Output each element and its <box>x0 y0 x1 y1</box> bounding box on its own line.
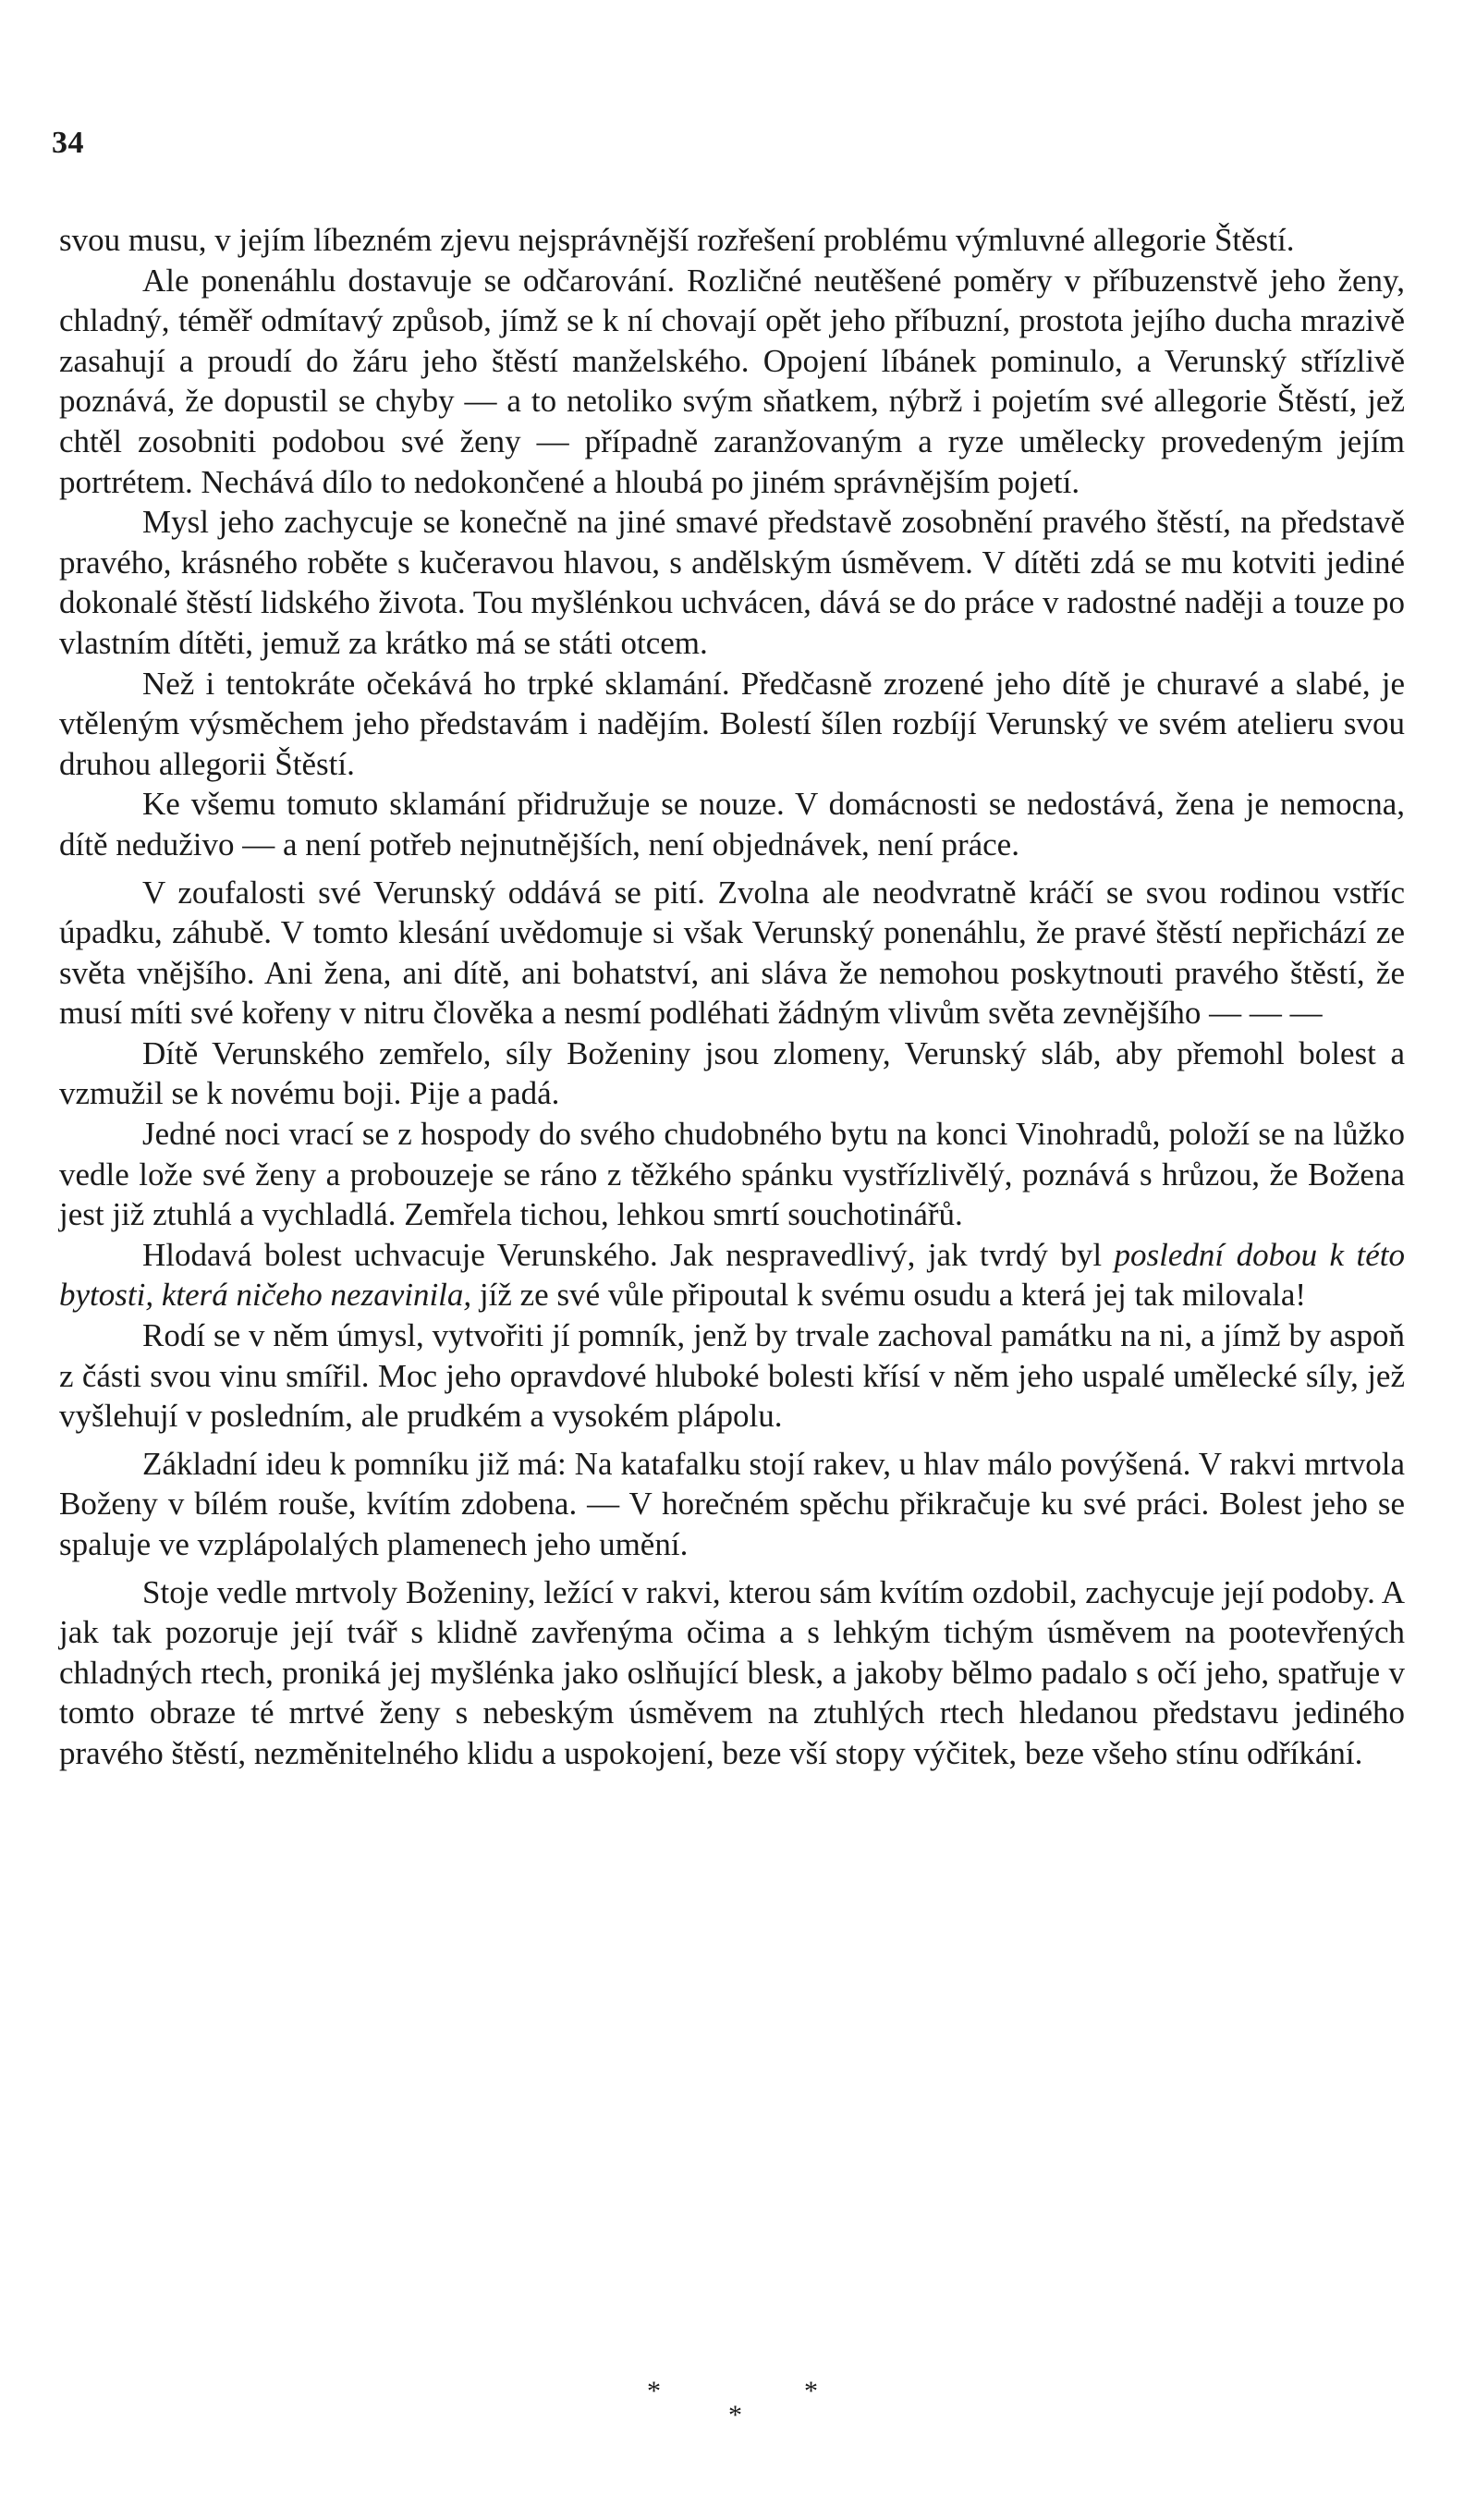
paragraph-7: Dítě Verunského zemřelo, síly Boženiny jsou zlomeny, Verunský sláb, aby přemohl bolest a vzmužil se k novému boji. Pije a padá. <box>59 1034 1405 1112</box>
paragraph-5: Ke všemu tomuto sklamání přidružuje se nouze. V domácnosti se nedostává, žena je nemocna, dítě neduživo — a není potřeb nejnutnějších, není objednávek, není práce. <box>59 786 1405 862</box>
paragraph-3: Mysl jeho zachycuje se konečně na jiné smavé představě zosobnění pravého štěstí, na představě pravého, krásného roběte s kučeravou hlavou, s andělským úsměvem. V dítěti zdá se mu kotviti jediné dokonalé štěstí lidského života. Tou myšlénkou uchvácen, dává se do práce v radostné naději a touze po vlastním dítěti, jemuž za krátko má se státi otcem. <box>59 504 1405 661</box>
paragraph-8: Jedné noci vrací se z hospody do svého chudobného bytu na konci Vinohradů, položí se na lůžko vedle lože své ženy a probouzeje se ráno z těžkého spánku vystřízlivělý, poznává s hrůzou, že Božena jest již ztuhlá a vychladlá. Zemřela tichou, lehkou smrtí souchotinářů. <box>59 1116 1405 1233</box>
paragraph-9-italic: poslední dobou k této bytosti, která ničeho nezavinila, <box>59 1236 1405 1314</box>
separator-asterisk: * <box>647 2376 661 2406</box>
paragraph-10: Rodí se v něm úmysl, vytvořiti jí pomník, jenž by trvale zachoval památku na ni, a jímž by aspoň z části svou vinu smířil. Moc jeho opravdové hluboké bolesti křísí v něm jeho uspalé umělecké síly, jež vyšlehují v posledním, ale prudkém a vysokém plápolu. <box>59 1317 1405 1435</box>
paragraph-12: Stoje vedle mrtvoly Boženiny, ležící v rakvi, kterou sám kvítím ozdobil, zachycuje její podoby. A jak tak pozoruje její tvář s klidně zavřenýma očima a s lehkým tichým úsměvem na pootevřených chladných rtech, proniká jej myšlénka jako oslňující blesk, a jakoby bělmo padalo s očí jeho, spatřuje v tomto obraze té mrtvé ženy s nebeským úsměvem na ztuhlých rtech hledanou představu jediného pravého štěstí, nezměnitelného klidu a uspokojení, beze vší stopy výčitek, beze všeho stínu odříkání. <box>59 1573 1405 1771</box>
paragraph-6: V zoufalosti své Verunský oddává se pití. Zvolna ale neodvratně kráčí se svou rodinou vstříc úpadku, záhubě. V tomto klesání uvědomuje si však Verunský ponenáhlu, že pravé štěstí nepřichází ze světa vnějšího. Ani žena, ani dítě, ani bohatství, ani sláva že nemohou poskytnouti pravého štěstí, že musí míti své kořeny v nitru člověka a nesmí podléhati žádným vlivům světa zevnějšího — — — <box>59 874 1405 1032</box>
page-body <box>59 220 1405 1774</box>
page-number: 34 <box>52 126 84 160</box>
paragraph-9-text-before: Hlodavá bolest uchvacuje Verunského. Jak nespravedlivý, jak tvrdý byl <box>142 1236 1115 1273</box>
paragraph-9-text-after: jíž ze své vůle připoutal k svému osudu a která jej tak milovala! <box>471 1277 1307 1314</box>
paragraph-1: svou musu, v jejím líbezném zjevu nejsprávnější rozřešení problému výmluvné allegorie Štěstí. <box>59 222 1295 258</box>
paragraph-9 <box>59 1235 1405 1315</box>
separator-asterisk: * <box>728 2400 742 2430</box>
separator-asterisk: * <box>804 2376 818 2406</box>
section-separator <box>592 2376 869 2450</box>
paragraph-11: Základní ideu k pomníku již má: Na katafalku stojí rakev, u hlav málo povýšená. V rakvi mrtvola Boženy v bílém rouše, kvítím zdobena. — V horečném spěchu přikračuje ku své práci. Bolest jeho se spaluje ve vzplápolalých plamenech jeho umění. <box>59 1445 1405 1562</box>
paragraph-4: Než i tentokráte očekává ho trpké sklamání. Předčasně zrozené jeho dítě je churavé a slabé, je vtěleným výsměchem jeho představám i nadějím. Bolestí šílen rozbíjí Verunský ve svém atelieru svou druhou allegorii Štěstí. <box>59 665 1405 782</box>
paragraph-2: Ale ponenáhlu dostavuje se odčarování. Rozličné neutěšené poměry v příbuzenstvě jeho ženy, chladný, téměř odmítavý způsob, jímž se k ní chovají opět jeho příbuzní, prostota jejího ducha mrazivě zasahují a proudí do žáru jeho štěstí manželského. Opojení líbánek pominulo, a Verunský střízlivě poznává, že dopustil se chyby — a to netoliko svým sňatkem, nýbrž i pojetím své allegorie Štěstí, jež chtěl zosobniti podobou své ženy — případně zaranžovaným a ryze umělecky provedeným jejím portrétem. Nechává dílo to nedokončené a hloubá po jiném správnějším pojetí. <box>59 262 1405 500</box>
